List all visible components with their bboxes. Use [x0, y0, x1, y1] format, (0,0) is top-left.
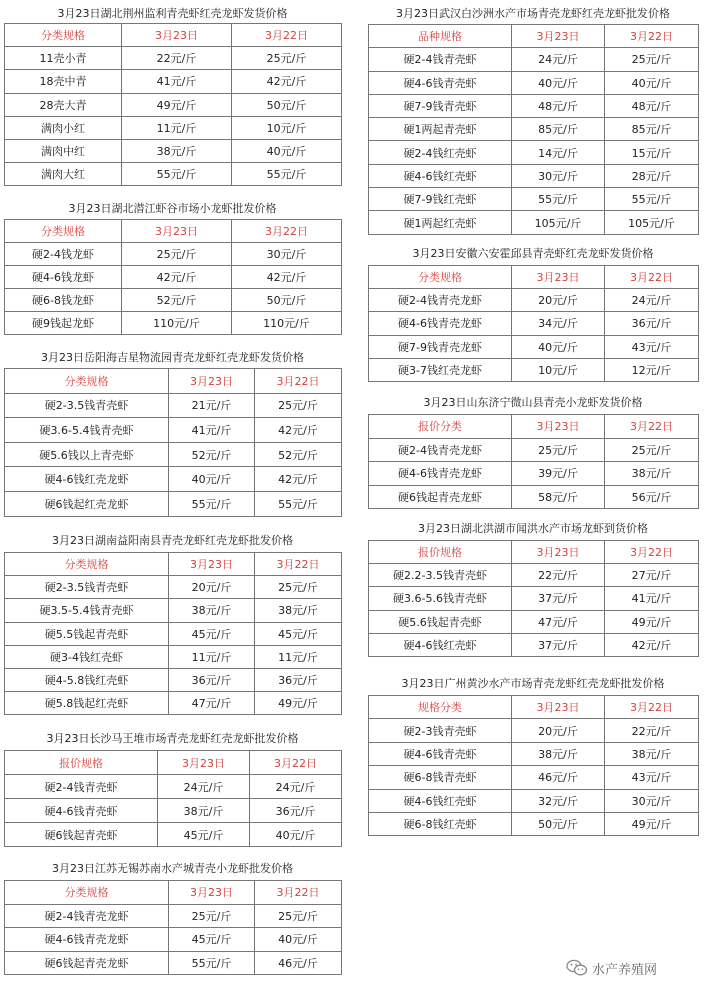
price-cell: 48元/斤	[512, 94, 605, 117]
spec-cell: 硬4-6钱青壳龙虾	[369, 312, 512, 335]
price-cell: 55元/斤	[169, 951, 255, 975]
header-cell: 3月23日	[169, 881, 255, 905]
price-cell: 28元/斤	[605, 164, 699, 187]
table-row	[5, 418, 342, 443]
table-row	[369, 587, 699, 610]
price-cell: 27元/斤	[605, 564, 699, 587]
spec-cell: 硬2-3.5钱青壳虾	[5, 393, 169, 418]
header-cell: 3月22日	[255, 553, 342, 576]
price-cell: 25元/斤	[255, 904, 342, 928]
table-row	[5, 139, 342, 162]
price-cell: 25元/斤	[122, 243, 232, 266]
table-title: 3月23日山东济宁微山县青壳小龙虾发货价格	[423, 396, 643, 409]
spec-cell: 硬2-4钱红壳虾	[369, 141, 512, 164]
spec-cell: 硬2-3.5钱青壳虾	[5, 576, 169, 599]
price-cell: 22元/斤	[122, 47, 232, 70]
price-table-block	[368, 392, 698, 509]
table-row	[369, 610, 699, 633]
spec-cell: 硬3-4钱红壳虾	[5, 645, 169, 668]
watermark	[566, 956, 694, 980]
spec-cell: 满肉小红	[5, 116, 122, 139]
header-cell: 分类规格	[5, 24, 122, 47]
price-cell: 48元/斤	[605, 94, 699, 117]
table-row	[369, 164, 699, 187]
spec-cell: 硬4-6钱红壳虾	[369, 789, 512, 812]
spec-cell: 硬4-6钱青壳虾	[369, 742, 512, 765]
price-cell: 45元/斤	[169, 622, 255, 645]
price-cell: 15元/斤	[605, 141, 699, 164]
table-title: 3月23日长沙马王堆市场青壳龙虾红壳龙虾批发价格	[46, 732, 299, 745]
price-table	[4, 219, 342, 335]
price-table	[4, 750, 342, 847]
spec-cell: 硬3.6-5.4钱青壳虾	[5, 418, 169, 443]
price-cell: 105元/斤	[605, 211, 699, 234]
price-cell: 47元/斤	[169, 692, 255, 715]
spec-cell: 硬6钱起青壳龙虾	[369, 485, 512, 509]
header-cell: 报价分类	[369, 415, 512, 439]
price-cell: 22元/斤	[512, 564, 605, 587]
price-cell: 38元/斤	[605, 462, 699, 486]
table-header-row	[5, 553, 342, 576]
table-header-row	[369, 696, 699, 719]
price-table-block	[4, 347, 341, 517]
table-row	[5, 951, 342, 975]
table-header-row	[5, 881, 342, 905]
table-title: 3月23日武汉白沙洲水产市场青壳龙虾红壳龙虾批发价格	[396, 7, 670, 20]
price-cell: 52元/斤	[122, 289, 232, 312]
price-cell: 25元/斤	[169, 904, 255, 928]
table-header-row	[5, 751, 342, 775]
spec-cell: 硬2-3钱青壳虾	[369, 719, 512, 742]
spec-cell: 硬2-4钱青壳龙虾	[369, 438, 512, 462]
table-row	[369, 789, 699, 812]
table-row	[369, 633, 699, 656]
table-row	[5, 243, 342, 266]
price-cell: 47元/斤	[512, 610, 605, 633]
table-header-row	[369, 266, 699, 289]
price-cell: 50元/斤	[232, 93, 342, 116]
table-title: 3月23日湖北荆州监利青壳虾红壳龙虾发货价格	[57, 7, 288, 20]
price-table-block	[368, 518, 698, 657]
price-cell: 22元/斤	[605, 719, 699, 742]
price-cell: 38元/斤	[512, 742, 605, 765]
price-cell: 36元/斤	[605, 312, 699, 335]
table-row	[369, 289, 699, 312]
header-cell: 3月23日	[512, 541, 605, 564]
header-cell: 分类规格	[5, 369, 169, 394]
header-cell: 3月23日	[512, 696, 605, 719]
price-cell: 55元/斤	[255, 491, 342, 516]
header-cell: 3月22日	[232, 220, 342, 243]
spec-cell: 硬6钱起青壳龙虾	[5, 951, 169, 975]
table-title: 3月23日湖北洪湖市闻洪水产市场龙虾到货价格	[418, 522, 648, 535]
price-cell: 49元/斤	[122, 93, 232, 116]
spec-cell: 硬3.6-5.6钱青壳虾	[369, 587, 512, 610]
header-cell: 3月23日	[169, 369, 255, 394]
table-row	[369, 335, 699, 358]
spec-cell: 硬5.5钱起青壳虾	[5, 622, 169, 645]
price-cell: 38元/斤	[158, 799, 250, 823]
price-table	[368, 24, 699, 235]
table-row	[5, 668, 342, 691]
spec-cell: 满肉中红	[5, 139, 122, 162]
price-cell: 32元/斤	[512, 789, 605, 812]
table-header-row	[369, 25, 699, 48]
spec-cell: 硬3.5-5.4钱青壳虾	[5, 599, 169, 622]
price-cell: 25元/斤	[255, 576, 342, 599]
header-cell: 3月22日	[232, 24, 342, 47]
price-cell: 46元/斤	[255, 951, 342, 975]
price-cell: 24元/斤	[158, 775, 250, 799]
spec-cell: 硬2-4钱龙虾	[5, 243, 122, 266]
table-row	[5, 442, 342, 467]
spec-cell: 硬4-6钱青壳虾	[369, 71, 512, 94]
spec-cell: 硬4-6钱青壳龙虾	[369, 462, 512, 486]
spec-cell: 硬6-8钱红壳虾	[369, 812, 512, 835]
price-cell: 42元/斤	[122, 266, 232, 289]
header-cell: 3月23日	[512, 415, 605, 439]
price-table-block	[4, 4, 341, 186]
table-row	[5, 467, 342, 492]
table-row	[5, 645, 342, 668]
table-row	[369, 462, 699, 486]
price-cell: 37元/斤	[512, 587, 605, 610]
spec-cell: 硬7-9钱青壳龙虾	[369, 335, 512, 358]
spec-cell: 硬2-4钱青壳虾	[5, 775, 158, 799]
price-cell: 58元/斤	[512, 485, 605, 509]
price-table	[4, 552, 342, 715]
price-cell: 20元/斤	[512, 289, 605, 312]
price-cell: 45元/斤	[255, 622, 342, 645]
price-cell: 46元/斤	[512, 766, 605, 789]
header-cell: 分类规格	[5, 553, 169, 576]
header-cell: 3月22日	[605, 25, 699, 48]
header-cell: 3月22日	[255, 881, 342, 905]
price-cell: 49元/斤	[605, 812, 699, 835]
price-cell: 38元/斤	[169, 599, 255, 622]
watermark-text: 水产养殖网	[592, 962, 658, 978]
table-row	[369, 312, 699, 335]
spec-cell: 硬4-5.8钱红壳虾	[5, 668, 169, 691]
header-cell: 3月23日	[512, 266, 605, 289]
table-row	[369, 719, 699, 742]
spec-cell: 硬5.6钱以上青壳虾	[5, 442, 169, 467]
table-row	[369, 94, 699, 117]
price-table	[4, 23, 342, 186]
spec-cell: 满肉大红	[5, 163, 122, 186]
price-cell: 50元/斤	[232, 289, 342, 312]
header-cell: 3月23日	[158, 751, 250, 775]
price-table-block	[4, 858, 341, 975]
spec-cell: 硬6钱起红壳龙虾	[5, 491, 169, 516]
header-cell: 品种规格	[369, 25, 512, 48]
spec-cell: 硬4-6钱红壳虾	[369, 633, 512, 656]
price-cell: 55元/斤	[512, 188, 605, 211]
price-cell: 42元/斤	[232, 266, 342, 289]
spec-cell: 硬1两起红壳虾	[369, 211, 512, 234]
table-row	[369, 742, 699, 765]
header-cell: 3月22日	[605, 541, 699, 564]
price-cell: 40元/斤	[169, 467, 255, 492]
price-cell: 10元/斤	[232, 116, 342, 139]
price-cell: 52元/斤	[169, 442, 255, 467]
price-cell: 11元/斤	[169, 645, 255, 668]
header-cell: 3月23日	[169, 553, 255, 576]
table-title: 3月23日岳阳海吉星物流园青壳龙虾红壳龙虾发货价格	[41, 351, 304, 364]
spec-cell: 硬5.6钱起青壳虾	[369, 610, 512, 633]
table-title: 3月23日湖北潜江虾谷市场小龙虾批发价格	[68, 202, 277, 215]
table-row	[5, 116, 342, 139]
price-cell: 105元/斤	[512, 211, 605, 234]
table-row	[5, 93, 342, 116]
spec-cell: 硬6-8钱龙虾	[5, 289, 122, 312]
price-cell: 39元/斤	[512, 462, 605, 486]
header-cell: 3月22日	[605, 696, 699, 719]
header-cell: 3月22日	[250, 751, 342, 775]
table-row	[5, 599, 342, 622]
price-table	[4, 368, 342, 517]
price-cell: 20元/斤	[169, 576, 255, 599]
table-header-row	[369, 541, 699, 564]
table-row	[5, 622, 342, 645]
price-cell: 42元/斤	[255, 418, 342, 443]
wechat-icon	[566, 959, 588, 977]
price-cell: 36元/斤	[169, 668, 255, 691]
price-cell: 14元/斤	[512, 141, 605, 164]
table-row	[5, 576, 342, 599]
spec-cell: 硬1两起青壳虾	[369, 118, 512, 141]
price-cell: 25元/斤	[255, 393, 342, 418]
price-table	[4, 880, 342, 975]
header-cell: 分类规格	[5, 881, 169, 905]
price-table	[368, 695, 699, 836]
table-row	[5, 904, 342, 928]
price-table-block	[4, 199, 341, 335]
price-table-block	[368, 673, 698, 836]
price-cell: 49元/斤	[605, 610, 699, 633]
price-cell: 55元/斤	[605, 188, 699, 211]
price-cell: 34元/斤	[512, 312, 605, 335]
header-cell: 3月23日	[512, 25, 605, 48]
price-cell: 55元/斤	[232, 163, 342, 186]
table-header-row	[5, 220, 342, 243]
header-cell: 3月22日	[255, 369, 342, 394]
header-cell: 报价规格	[5, 751, 158, 775]
price-table-block	[368, 243, 698, 382]
price-cell: 43元/斤	[605, 766, 699, 789]
table-row	[5, 312, 342, 335]
table-row	[369, 564, 699, 587]
price-table-block	[4, 728, 341, 847]
table-row	[5, 266, 342, 289]
price-cell: 40元/斤	[512, 71, 605, 94]
table-header-row	[5, 24, 342, 47]
price-cell: 24元/斤	[512, 48, 605, 71]
price-cell: 25元/斤	[512, 438, 605, 462]
price-cell: 24元/斤	[605, 289, 699, 312]
table-title: 3月23日江苏无锡苏南水产城青壳小龙虾批发价格	[52, 862, 293, 875]
table-title: 3月23日广州黄沙水产市场青壳龙虾红壳龙虾批发价格	[401, 677, 665, 690]
spec-cell: 硬7-9钱青壳虾	[369, 94, 512, 117]
table-row	[369, 48, 699, 71]
price-cell: 37元/斤	[512, 633, 605, 656]
table-row	[5, 47, 342, 70]
price-cell: 85元/斤	[605, 118, 699, 141]
price-table	[368, 414, 699, 509]
price-cell: 25元/斤	[232, 47, 342, 70]
price-cell: 45元/斤	[158, 823, 250, 847]
table-title: 3月23日湖南益阳南县青壳龙虾红壳龙虾批发价格	[52, 534, 293, 547]
header-cell: 3月23日	[122, 24, 232, 47]
table-row	[369, 485, 699, 509]
price-cell: 12元/斤	[605, 358, 699, 381]
table-row	[5, 692, 342, 715]
price-cell: 11元/斤	[255, 645, 342, 668]
table-row	[369, 812, 699, 835]
price-cell: 38元/斤	[255, 599, 342, 622]
spec-cell: 18壳中青	[5, 70, 122, 93]
price-cell: 40元/斤	[512, 335, 605, 358]
price-cell: 42元/斤	[255, 467, 342, 492]
spec-cell: 硬9钱起龙虾	[5, 312, 122, 335]
table-row	[369, 766, 699, 789]
table-row	[5, 70, 342, 93]
header-cell: 规格分类	[369, 696, 512, 719]
price-cell: 10元/斤	[512, 358, 605, 381]
price-cell: 25元/斤	[605, 48, 699, 71]
price-cell: 40元/斤	[255, 928, 342, 952]
price-cell: 21元/斤	[169, 393, 255, 418]
price-cell: 50元/斤	[512, 812, 605, 835]
spec-cell: 硬2-4钱青壳龙虾	[369, 289, 512, 312]
spec-cell: 11壳小青	[5, 47, 122, 70]
spec-cell: 硬4-6钱龙虾	[5, 266, 122, 289]
table-row	[369, 141, 699, 164]
spec-cell: 硬4-6钱红壳龙虾	[5, 467, 169, 492]
price-cell: 41元/斤	[169, 418, 255, 443]
table-header-row	[369, 415, 699, 439]
price-table	[368, 540, 699, 657]
table-row	[5, 928, 342, 952]
table-row	[369, 438, 699, 462]
header-cell: 3月22日	[605, 415, 699, 439]
price-table-block	[4, 529, 341, 715]
price-cell: 45元/斤	[169, 928, 255, 952]
spec-cell: 硬2-4钱青壳虾	[369, 48, 512, 71]
price-cell: 40元/斤	[232, 139, 342, 162]
price-table-block	[368, 4, 698, 235]
table-row	[5, 163, 342, 186]
price-cell: 40元/斤	[605, 71, 699, 94]
header-cell: 分类规格	[5, 220, 122, 243]
table-row	[5, 289, 342, 312]
price-cell: 36元/斤	[250, 799, 342, 823]
header-cell: 3月22日	[605, 266, 699, 289]
header-cell: 分类规格	[369, 266, 512, 289]
header-cell: 报价规格	[369, 541, 512, 564]
price-cell: 40元/斤	[250, 823, 342, 847]
spec-cell: 硬4-6钱红壳虾	[369, 164, 512, 187]
price-cell: 24元/斤	[250, 775, 342, 799]
spec-cell: 28壳大青	[5, 93, 122, 116]
price-cell: 55元/斤	[122, 163, 232, 186]
table-row	[5, 799, 342, 823]
price-cell: 42元/斤	[232, 70, 342, 93]
price-cell: 43元/斤	[605, 335, 699, 358]
price-cell: 30元/斤	[232, 243, 342, 266]
price-cell: 25元/斤	[605, 438, 699, 462]
spec-cell: 硬3-7钱红壳龙虾	[369, 358, 512, 381]
spec-cell: 硬2-4钱青壳龙虾	[5, 904, 169, 928]
spec-cell: 硬6钱起青壳虾	[5, 823, 158, 847]
price-cell: 52元/斤	[255, 442, 342, 467]
price-cell: 20元/斤	[512, 719, 605, 742]
price-cell: 38元/斤	[605, 742, 699, 765]
table-row	[369, 358, 699, 381]
spec-cell: 硬2.2-3.5钱青壳虾	[369, 564, 512, 587]
table-header-row	[5, 369, 342, 394]
price-cell: 56元/斤	[605, 485, 699, 509]
price-cell: 41元/斤	[122, 70, 232, 93]
price-cell: 55元/斤	[169, 491, 255, 516]
header-cell: 3月23日	[122, 220, 232, 243]
price-cell: 36元/斤	[255, 668, 342, 691]
spec-cell: 硬4-6钱青壳虾	[5, 799, 158, 823]
table-row	[369, 188, 699, 211]
price-cell: 42元/斤	[605, 633, 699, 656]
spec-cell: 硬4-6钱青壳龙虾	[5, 928, 169, 952]
price-cell: 110元/斤	[122, 312, 232, 335]
table-row	[369, 71, 699, 94]
price-table	[368, 265, 699, 382]
table-title: 3月23日安徽六安霍邱县青壳虾红壳龙虾发货价格	[412, 247, 654, 260]
price-cell: 30元/斤	[605, 789, 699, 812]
spec-cell: 硬5.8钱起红壳虾	[5, 692, 169, 715]
price-cell: 41元/斤	[605, 587, 699, 610]
price-cell: 30元/斤	[512, 164, 605, 187]
table-row	[369, 211, 699, 234]
table-row	[369, 118, 699, 141]
price-cell: 38元/斤	[122, 139, 232, 162]
table-row	[5, 775, 342, 799]
table-row	[5, 491, 342, 516]
price-cell: 49元/斤	[255, 692, 342, 715]
price-cell: 110元/斤	[232, 312, 342, 335]
spec-cell: 硬6-8钱青壳虾	[369, 766, 512, 789]
price-cell: 11元/斤	[122, 116, 232, 139]
table-row	[5, 823, 342, 847]
price-cell: 85元/斤	[512, 118, 605, 141]
spec-cell: 硬7-9钱红壳虾	[369, 188, 512, 211]
table-row	[5, 393, 342, 418]
